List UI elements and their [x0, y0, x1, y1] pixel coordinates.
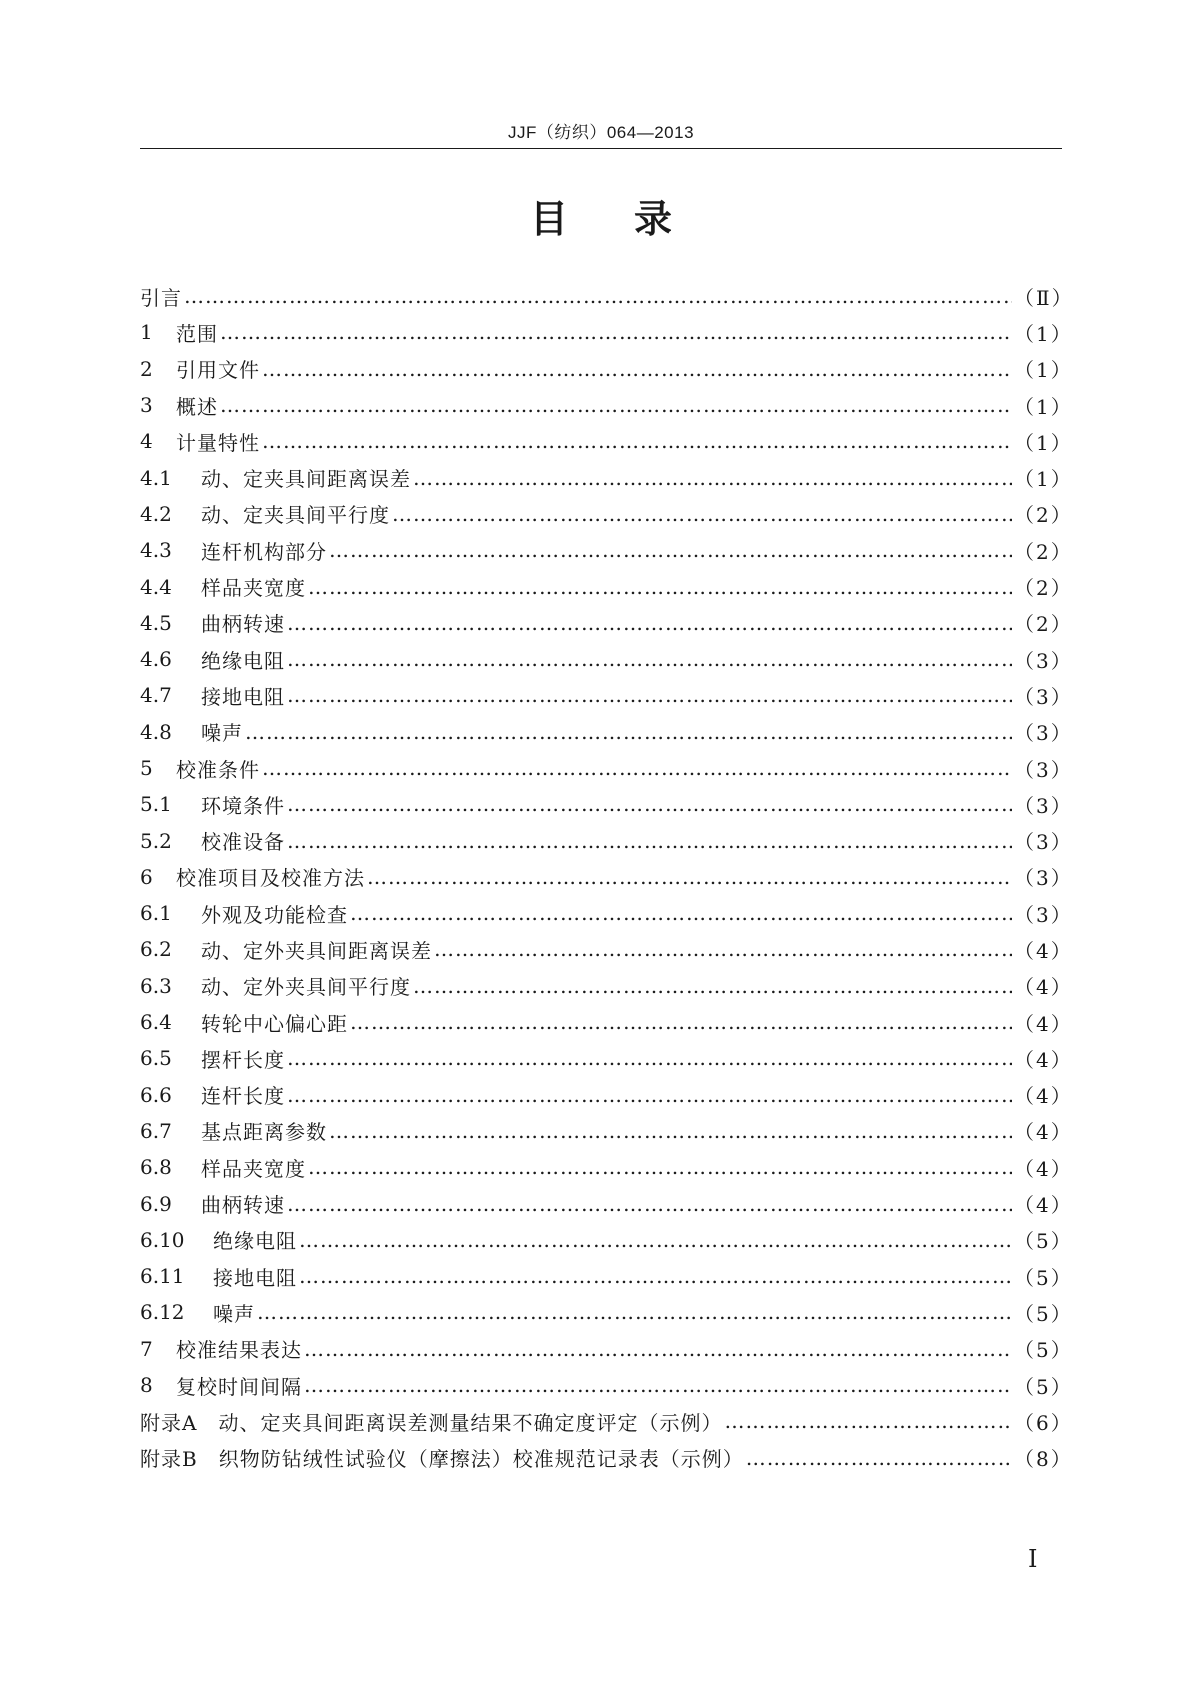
toc-entry-label: 样品夹宽度 — [201, 576, 306, 601]
toc-dot-leader — [329, 1119, 1012, 1143]
toc-entry-number: 6.10 — [140, 1227, 185, 1252]
toc-entry[interactable] — [140, 1040, 1073, 1076]
toc-entry-label: 附录A 动、定夹具间距离误差测量结果不确定度评定（示例） — [140, 1410, 723, 1435]
toc-entry-label: 校准结果表达 — [176, 1338, 302, 1363]
toc-entry[interactable] — [140, 895, 1073, 931]
toc-entry-label: 复校时间间隔 — [176, 1374, 302, 1399]
toc-entry-page: （3） — [1014, 866, 1073, 891]
toc-entry-number: 6.8 — [140, 1155, 172, 1180]
toc-entry-page: （5） — [1014, 1374, 1073, 1399]
toc-entry[interactable] — [140, 714, 1073, 750]
toc-entry-label: 曲柄转速 — [201, 1193, 285, 1218]
toc-entry-number: 4.1 — [140, 465, 172, 490]
toc-entry[interactable] — [140, 1077, 1073, 1113]
toc-entry-page: （5） — [1014, 1265, 1073, 1290]
toc-dot-leader — [392, 502, 1012, 526]
toc-entry-label: 校准条件 — [176, 757, 260, 782]
toc-dot-leader — [308, 575, 1012, 599]
toc-entry-label: 动、定夹具间平行度 — [201, 503, 390, 528]
toc-dot-leader — [308, 1155, 1012, 1179]
toc-entry[interactable] — [140, 459, 1073, 495]
toc-entry-page: （1） — [1014, 321, 1073, 346]
toc-entry-page: （Ⅱ） — [1014, 285, 1074, 310]
toc-dot-leader — [287, 611, 1012, 635]
toc-entry-number: 6.11 — [140, 1264, 185, 1289]
header-rule — [140, 148, 1062, 149]
toc-entry-page: （4） — [1014, 1156, 1073, 1181]
toc-entry[interactable] — [140, 1258, 1073, 1294]
toc-dot-leader — [367, 865, 1012, 889]
toc-entry[interactable] — [140, 1004, 1073, 1040]
toc-entry-label: 样品夹宽度 — [201, 1156, 306, 1181]
toc-entry-page: （1） — [1014, 467, 1073, 492]
toc-entry-number: 4.5 — [140, 610, 172, 635]
toc-entry[interactable] — [140, 786, 1073, 822]
toc-entry-page: （2） — [1014, 576, 1073, 601]
toc-entry-label: 绝缘电阻 — [201, 648, 285, 673]
toc-entry-number: 6.3 — [140, 973, 172, 998]
toc-entry-number: 6.2 — [140, 937, 172, 962]
running-header: JJF（纺织）064—2013 — [507, 123, 695, 142]
toc-entry-label: 校准项目及校准方法 — [176, 866, 365, 891]
toc-entry-page: （5） — [1014, 1301, 1073, 1326]
toc-entry[interactable] — [140, 278, 1074, 314]
toc-entry[interactable] — [140, 677, 1073, 713]
toc-entry[interactable] — [140, 931, 1073, 967]
toc-entry[interactable] — [140, 496, 1073, 532]
toc-entry-page: （3） — [1014, 793, 1073, 818]
toc-entry-label: 连杆机构部分 — [201, 539, 327, 564]
toc-entry-page: （6） — [1014, 1410, 1073, 1435]
toc-entry[interactable] — [140, 1222, 1073, 1258]
toc-entry-page: （4） — [1014, 975, 1073, 1000]
toc-entry-page: （4） — [1014, 938, 1073, 963]
toc-entry-number: 6.6 — [140, 1082, 172, 1107]
toc-entry-page: （2） — [1014, 503, 1073, 528]
toc-entry-label: 引言 — [140, 285, 182, 310]
toc-entry[interactable] — [140, 641, 1073, 677]
toc-entry-page: （3） — [1014, 757, 1073, 782]
toc-entry-label: 范围 — [176, 321, 218, 346]
toc-entry-page: （5） — [1014, 1338, 1073, 1363]
toc-entry-label: 连杆长度 — [201, 1084, 285, 1109]
toc-entry-page: （4） — [1014, 1084, 1073, 1109]
toc-entry-number: 6 — [140, 864, 153, 889]
toc-entry-label: 外观及功能检查 — [201, 902, 348, 927]
toc-dot-leader — [262, 756, 1012, 780]
toc-entry-label: 绝缘电阻 — [213, 1229, 297, 1254]
toc-dot-leader — [245, 720, 1012, 744]
toc-entry[interactable] — [140, 605, 1073, 641]
toc-entry-page: （8） — [1014, 1447, 1073, 1472]
toc-entry[interactable] — [140, 968, 1073, 1004]
toc-dot-leader — [299, 1228, 1012, 1252]
toc-entry-label: 附录B 织物防钻绒性试验仪（摩擦法）校准规范记录表（示例） — [140, 1447, 744, 1472]
toc-entry[interactable] — [140, 423, 1073, 459]
toc-dot-leader — [287, 683, 1012, 707]
toc-entry-label: 曲柄转速 — [201, 612, 285, 637]
toc-entry-label: 校准设备 — [201, 830, 285, 855]
toc-dot-leader — [287, 1046, 1012, 1070]
toc-entry-number: 4.4 — [140, 574, 172, 599]
toc-entry-number: 6.4 — [140, 1010, 172, 1035]
toc-entry-label: 摆杆长度 — [201, 1047, 285, 1072]
toc-entry-number: 4.2 — [140, 501, 172, 526]
toc-entry-label: 概述 — [176, 394, 218, 419]
toc-dot-leader — [287, 1083, 1012, 1107]
toc-dot-leader — [724, 1409, 1012, 1433]
toc-entry-page: （3） — [1014, 902, 1073, 927]
toc-entry-page: （1） — [1014, 394, 1073, 419]
toc-entry[interactable] — [140, 822, 1073, 858]
toc-entry-page: （4） — [1014, 1011, 1073, 1036]
toc-entry[interactable] — [140, 1113, 1073, 1149]
toc-entry-number: 3 — [140, 393, 153, 418]
toc-entry-label: 环境条件 — [201, 793, 285, 818]
toc-entry[interactable] — [140, 1403, 1073, 1439]
toc-dot-leader — [287, 829, 1012, 853]
toc-entry[interactable] — [140, 532, 1073, 568]
toc-entry-label: 计量特性 — [176, 430, 260, 455]
toc-entry-number: 5.2 — [140, 828, 172, 853]
page-number: Ⅰ — [1028, 1545, 1038, 1573]
toc-entry-page: （4） — [1014, 1120, 1073, 1145]
toc-entry-number: 6.7 — [140, 1118, 172, 1143]
toc-dot-leader — [287, 1192, 1012, 1216]
toc-dot-leader — [257, 1300, 1012, 1324]
toc-entry-page: （1） — [1014, 430, 1073, 455]
toc-entry-number: 4.8 — [140, 719, 172, 744]
toc-entry-page: （4） — [1014, 1193, 1073, 1218]
toc-entry-number: 4.6 — [140, 647, 172, 672]
toc-entry-label: 动、定外夹具间距离误差 — [201, 938, 432, 963]
toc-entry[interactable] — [140, 750, 1073, 786]
toc-dot-leader — [350, 901, 1012, 925]
toc-dot-leader — [413, 466, 1012, 490]
toc-dot-leader — [287, 792, 1012, 816]
toc-entry-page: （4） — [1014, 1047, 1073, 1072]
toc-entry-number: 7 — [140, 1336, 153, 1361]
toc-entry-page: （3） — [1014, 721, 1073, 746]
toc-entry-number: 4.7 — [140, 683, 172, 708]
toc-dot-leader — [262, 357, 1012, 381]
toc-entry-label: 基点距离参数 — [201, 1120, 327, 1145]
toc-entry[interactable] — [140, 1294, 1073, 1330]
toc-entry-number: 6.5 — [140, 1046, 172, 1071]
toc-entry-label: 噪声 — [213, 1301, 255, 1326]
toc-entry[interactable] — [140, 1440, 1073, 1476]
toc-entry[interactable] — [140, 1149, 1073, 1185]
toc-entry[interactable] — [140, 351, 1073, 387]
toc-entry-page: （2） — [1014, 612, 1073, 637]
toc-entry[interactable] — [140, 1367, 1073, 1403]
toc-dot-leader — [434, 937, 1012, 961]
toc-dot-leader — [299, 1264, 1012, 1288]
toc-dot-leader — [329, 538, 1012, 562]
toc-entry-page: （3） — [1014, 684, 1073, 709]
table-of-contents — [140, 278, 1074, 1476]
toc-entry-number: 5 — [140, 756, 153, 780]
toc-dot-leader — [304, 1373, 1012, 1397]
toc-entry-label: 转轮中心偏心距 — [201, 1011, 348, 1036]
toc-dot-leader — [220, 393, 1012, 417]
toc-dot-leader — [184, 284, 1012, 308]
toc-dot-leader — [287, 647, 1012, 671]
toc-entry-label: 接地电阻 — [213, 1265, 297, 1290]
toc-entry-number: 6.1 — [140, 901, 172, 926]
toc-entry-number: 8 — [140, 1373, 153, 1398]
toc-entry-page: （5） — [1014, 1229, 1073, 1254]
toc-entry[interactable] — [140, 387, 1073, 423]
toc-entry-number: 6.9 — [140, 1191, 172, 1216]
toc-entry-label: 噪声 — [201, 721, 243, 746]
toc-entry-page: （3） — [1014, 830, 1073, 855]
toc-entry-number: 2 — [140, 356, 153, 381]
toc-entry-label: 引用文件 — [176, 358, 260, 383]
toc-entry[interactable] — [140, 859, 1073, 895]
toc-dot-leader — [262, 429, 1012, 453]
toc-entry[interactable] — [140, 1331, 1073, 1367]
toc-entry-label: 接地电阻 — [201, 684, 285, 709]
page-title: 目录 — [529, 197, 738, 241]
toc-dot-leader — [304, 1337, 1012, 1361]
toc-entry[interactable] — [140, 314, 1073, 350]
toc-dot-leader — [746, 1446, 1012, 1470]
toc-entry-number: 5.1 — [140, 792, 172, 817]
toc-entry[interactable] — [140, 1185, 1073, 1221]
toc-entry-page: （2） — [1014, 539, 1073, 564]
toc-entry-page: （1） — [1014, 358, 1073, 383]
toc-entry-label: 动、定夹具间距离误差 — [201, 467, 411, 492]
toc-entry-number: 4.3 — [140, 538, 172, 563]
toc-entry-number: 1 — [140, 320, 153, 345]
toc-dot-leader — [413, 974, 1012, 998]
toc-entry[interactable] — [140, 568, 1073, 604]
toc-dot-leader — [220, 320, 1012, 344]
toc-entry-page: （3） — [1014, 648, 1073, 673]
toc-entry-number: 4 — [140, 429, 153, 454]
toc-dot-leader — [350, 1010, 1012, 1034]
toc-entry-number: 6.12 — [140, 1300, 185, 1325]
toc-entry-label: 动、定外夹具间平行度 — [201, 975, 411, 1000]
